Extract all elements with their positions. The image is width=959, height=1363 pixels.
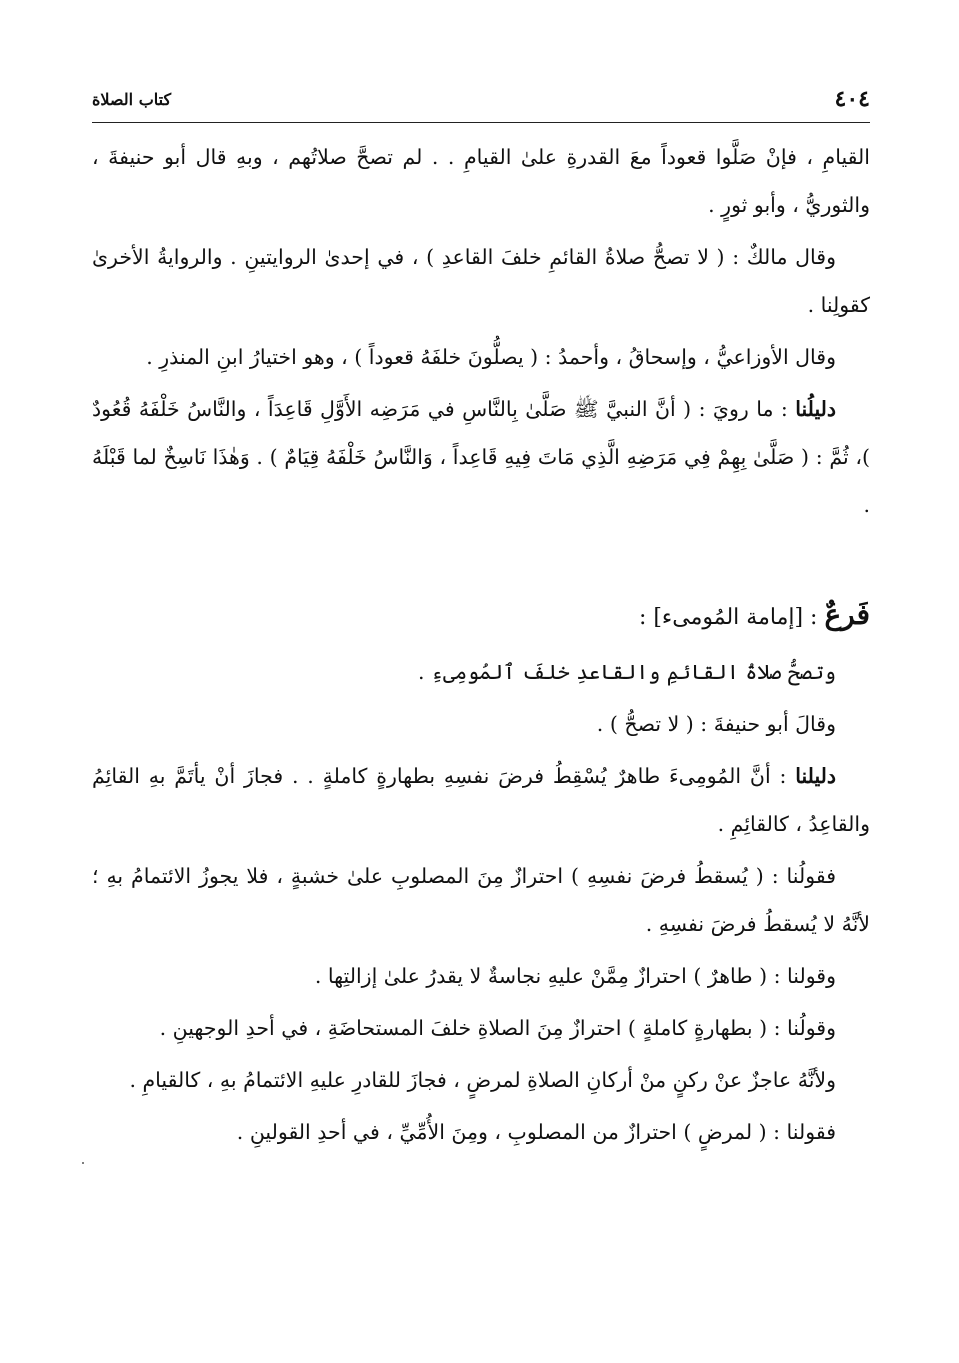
paragraph-text: وقولُنا : ( بطهارةٍ كاملةٍ ) احترازٌ مِنَ الصلاةِ خلفَ المستحاضَةِ ، في أحدِ الوجهينِ .: [159, 1016, 836, 1040]
paragraph-text: : ما رويَ : ( أنَّ النبيَّ ﷺ صَلَّىٰ بِالنَّاسِ في مَرَضِه الأَوَّلِ قَاعِدَاً ، والنَّاسُ خَلْفَهُ قُعُودٌ )، ثُمَّ : ( صَلَّىٰ بِهِمْ فِي مَرَضِهِ الَّذِي مَاتَ فِيهِ قَاعِداً ، وَالنَّاسُ خَلْفَهُ قِيَامٌ ) . وَهٰذَا نَاسِخٌ لما قَبْلَهُ .: [92, 397, 870, 517]
paragraph: [92, 333, 870, 381]
evidence-lead: دليلُنا: [795, 397, 836, 421]
paragraph: [92, 700, 870, 748]
paragraph-text: وقالَ أبو حنيفةَ : ( لا تصحُّ ) .: [596, 712, 836, 736]
page-number: ٤٠٤: [834, 86, 870, 112]
paragraph: [92, 752, 870, 848]
paragraph-text: : أنَّ المُومِىءَ طاهرٌ يُسْقِطُ فرضَ نفسِهِ بطهارةٍ كاملةٍ . . فجازَ أنْ يأتَمَّ بهِ القائِمُ والقاعِدُ ، كالقائِمِ .: [92, 764, 870, 836]
paragraph: [92, 1108, 870, 1156]
paragraph-text: ولأنَّهُ عاجزٌ عنْ ركنٍ منْ أركانِ الصلاةِ لمرضٍ ، فجازَ للقادرِ عليهِ الائتمامُ بهِ ، كالقيامِ .: [129, 1068, 836, 1092]
paragraph: [92, 852, 870, 948]
book-page: [92, 84, 870, 1160]
paragraph: [92, 952, 870, 1000]
paragraph: [92, 648, 870, 696]
paragraph-text: وقال مالكٌ : ( لا تصحُّ صلاةُ القائمِ خلفَ القاعدِ ) ، في إحدىٰ الروايتينِ . والروايةُ الأخرىٰ كقولِنا .: [92, 245, 870, 317]
section-title: : [إمامة المُومىء] :: [638, 605, 825, 630]
paragraph: [92, 1004, 870, 1052]
paragraph-text: وقولنا : ( طاهرٌ ) احترازٌ مِمَّنْ عليهِ نجاسةٌ لا يقدرُ علىٰ إزالتِها .: [314, 964, 836, 988]
paragraph: [92, 1056, 870, 1104]
paragraph: [92, 233, 870, 329]
section-gap: [92, 533, 870, 589]
paragraph-text: وتصحُّ صلاةُ القائمِ والقاعدِ خلفَ ٱلمُومِىءِ .: [418, 660, 836, 684]
paragraph: [92, 133, 870, 229]
paragraph: [92, 385, 870, 529]
page-body: [92, 123, 870, 1156]
margin-dot: [82, 1162, 84, 1164]
paragraph-text: وقال الأوزاعيُّ ، وإسحاقُ ، وأحمدُ : ( يصلُّونَ خلفَهُ قعوداً ) ، وهو اختيارُ ابنِ المنذرِ .: [146, 345, 836, 369]
section-label: فَرعٌ: [824, 598, 870, 631]
section-heading: [92, 589, 870, 644]
evidence-lead: دليلنا: [795, 764, 836, 788]
paragraph-text: فقولُنا : ( يُسقطُ فرضَ نفسِهِ ) احترازٌ مِنَ المصلوبِ علىٰ خشبةٍ ، فلا يجوزُ الائتمامُ بهِ ؛ لأنَّهُ لا يُسقطُ فرضَ نفسِهِ .: [92, 864, 870, 936]
paragraph-text: القيامِ ، فإنْ صَلَّوا قعوداً معَ القدرةِ علىٰ القيامِ . . لم تصحَّ صلاتُهم ، وبهِ قال أبو حنيفةَ ، والثوريُّ ، وأبو ثورٍ .: [92, 145, 870, 217]
paragraph-text: فقولنا : ( لمرضٍ ) احترازٌ من المصلوبِ ، ومِنَ الأُمِّيِّ ، في أحدِ القولينِ .: [236, 1120, 836, 1144]
running-title: كتاب الصلاة: [92, 90, 172, 109]
page-header: [92, 84, 870, 123]
